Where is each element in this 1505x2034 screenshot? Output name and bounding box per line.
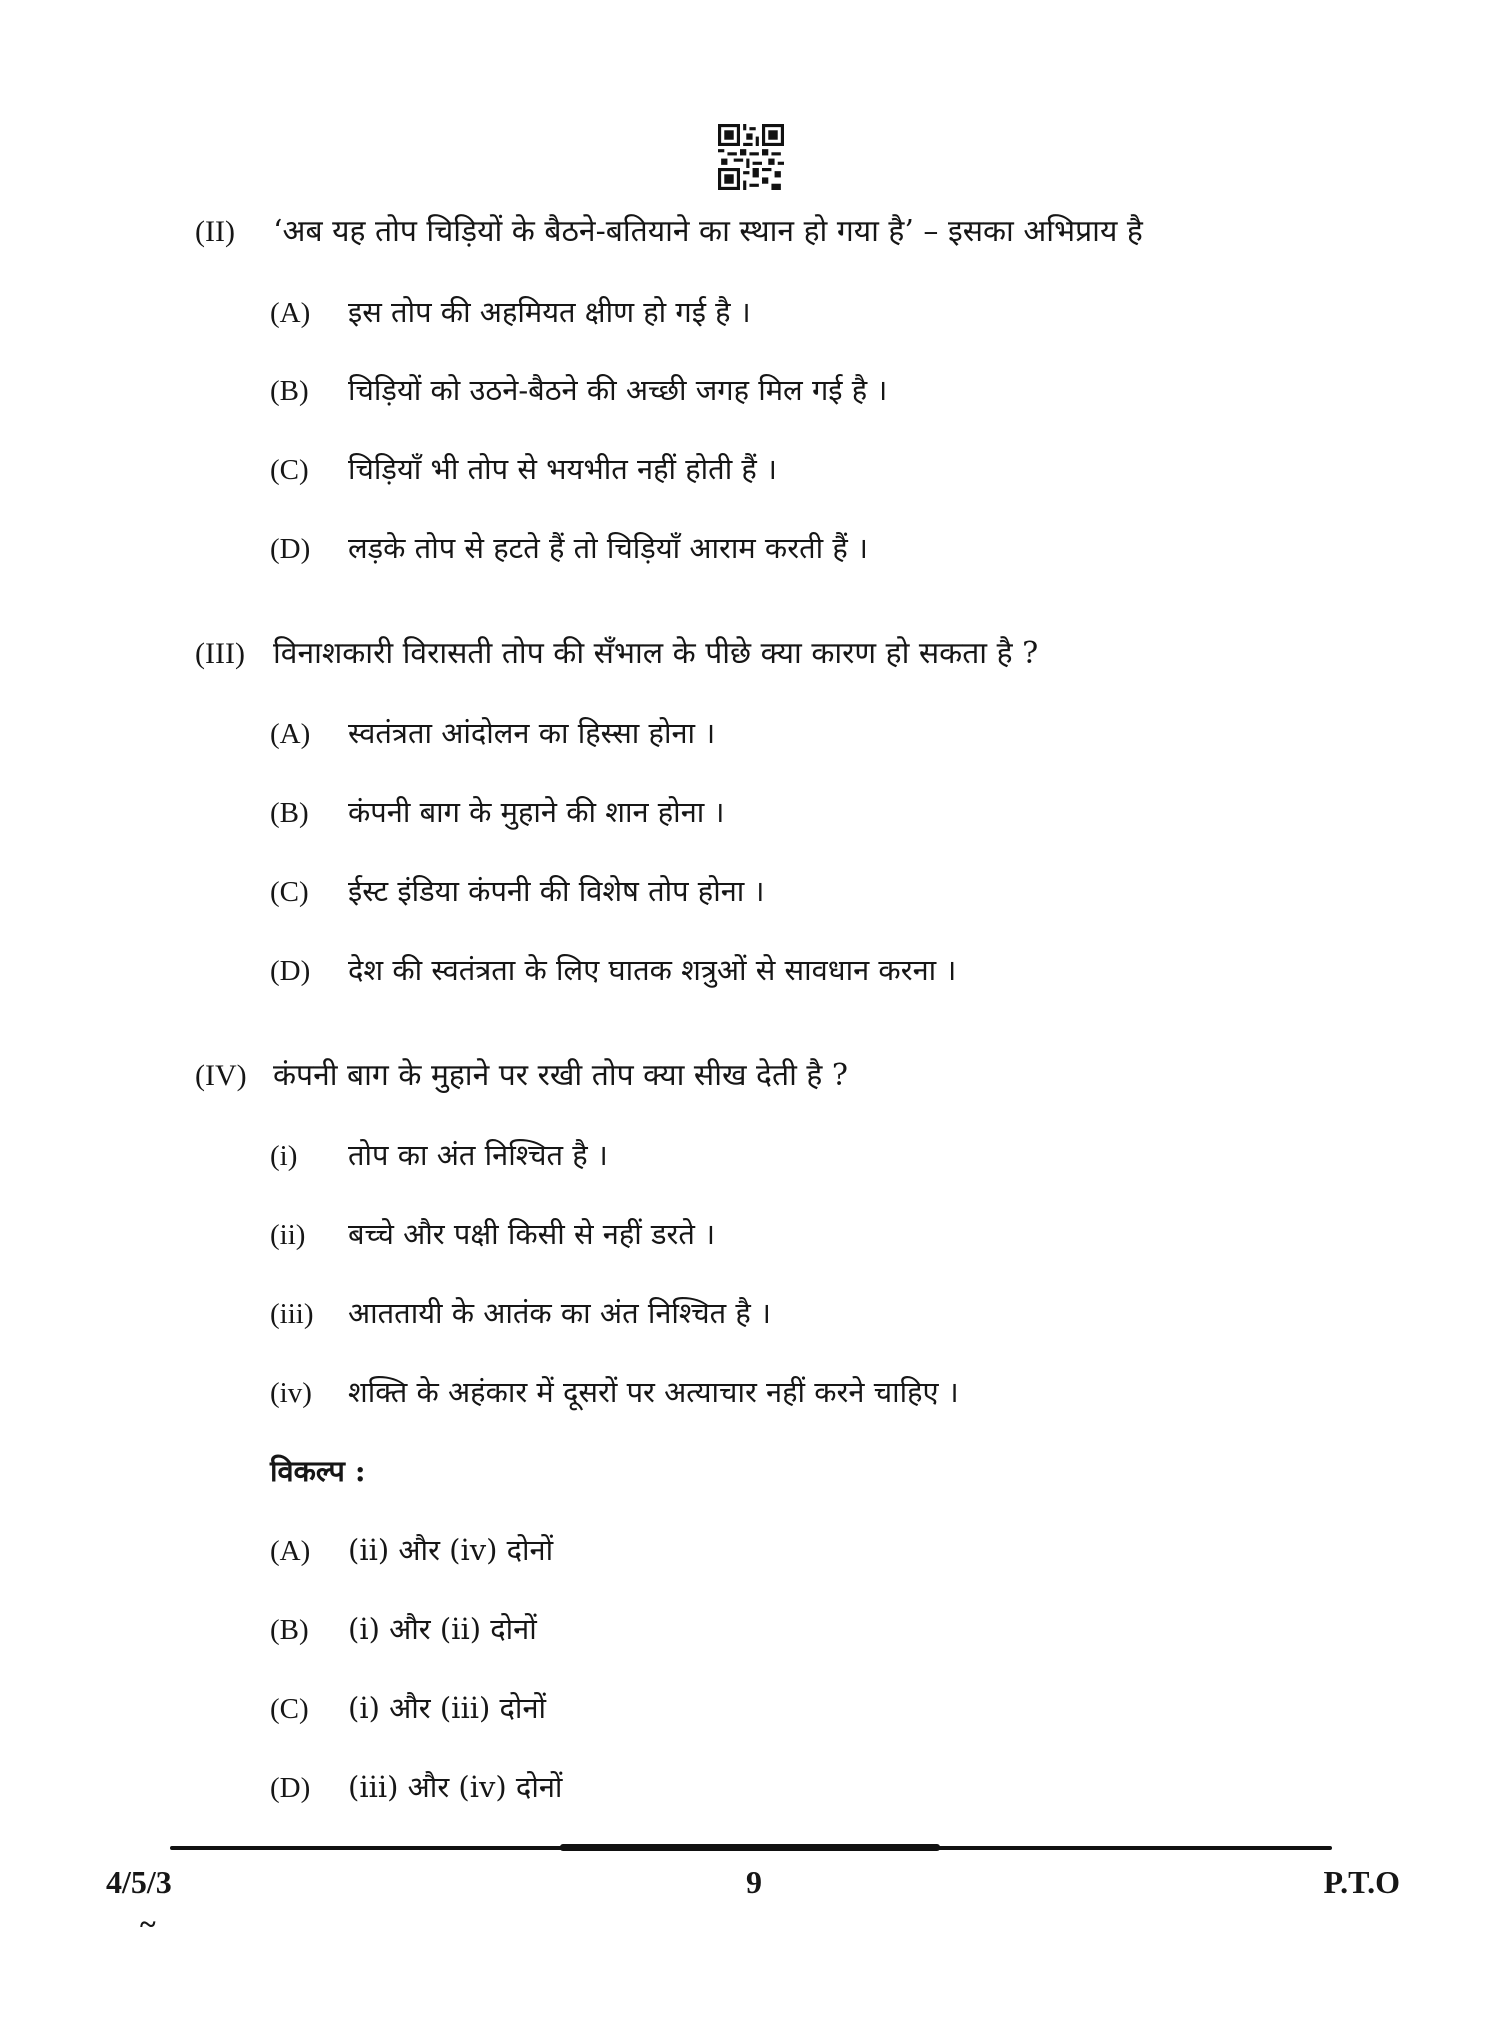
option-label: (B) xyxy=(270,1614,309,1646)
question-3 xyxy=(195,634,1038,674)
option-c[interactable] xyxy=(270,1688,546,1729)
option-label: (D) xyxy=(270,533,311,565)
question-text: विनाशकारी विरासती तोप की सँभाल के पीछे क्या कारण हो सकता है ? xyxy=(273,636,1039,671)
paper-code: 4/5/3 xyxy=(106,1864,172,1900)
statement-label: (iv) xyxy=(270,1377,312,1409)
option-label: (B) xyxy=(270,797,309,829)
question-number: (IV) xyxy=(195,1059,247,1092)
option-text: स्वतंत्रता आंदोलन का हिस्सा होना । xyxy=(348,716,716,750)
option-c[interactable] xyxy=(270,449,777,490)
option-label: (A) xyxy=(270,1535,311,1567)
option-label: (A) xyxy=(270,718,311,750)
option-label: (C) xyxy=(270,1693,309,1725)
option-d[interactable] xyxy=(270,950,956,991)
statement-text: बच्चे और पक्षी किसी से नहीं डरते । xyxy=(348,1217,716,1251)
option-b[interactable] xyxy=(270,370,887,411)
question-number: (II) xyxy=(195,215,235,248)
option-a[interactable] xyxy=(270,292,751,333)
statement-iv xyxy=(270,1372,959,1413)
statement-ii xyxy=(270,1214,715,1255)
statement-text: आततायी के आतंक का अंत निश्चित है । xyxy=(348,1296,772,1330)
option-text: ईस्ट इंडिया कंपनी की विशेष तोप होना । xyxy=(348,874,765,908)
option-text: (i) और (iii) दोनों xyxy=(348,1691,547,1725)
statement-i xyxy=(270,1135,608,1176)
option-text: चिड़ियों को उठने-बैठने की अच्छी जगह मिल गई है । xyxy=(348,373,888,407)
qr-code-icon xyxy=(718,124,784,190)
option-text: कंपनी बाग के मुहाने की शान होना । xyxy=(348,795,725,829)
statement-text: तोप का अंत निश्चित है । xyxy=(348,1138,608,1172)
option-text: इस तोप की अहमियत क्षीण हो गई है । xyxy=(348,295,751,329)
option-label: (C) xyxy=(270,876,309,908)
options-heading: विकल्प : xyxy=(270,1454,366,1488)
pto-label: P.T.O xyxy=(1323,1864,1400,1900)
option-text: चिड़ियाँ भी तोप से भयभीत नहीं होती हैं । xyxy=(348,452,778,486)
option-label: (A) xyxy=(270,297,311,329)
option-a[interactable] xyxy=(270,713,715,754)
question-2 xyxy=(195,212,1143,252)
option-b[interactable] xyxy=(270,1609,537,1650)
question-4 xyxy=(195,1056,848,1096)
option-c[interactable] xyxy=(270,871,765,912)
question-text: कंपनी बाग के मुहाने पर रखी तोप क्या सीख देती है ? xyxy=(273,1058,848,1093)
footer-mark: ~ xyxy=(140,1908,156,1941)
option-text: लड़के तोप से हटते हैं तो चिड़ियाँ आराम करती हैं । xyxy=(348,531,868,565)
option-label: (B) xyxy=(270,375,309,407)
option-text: (ii) और (iv) दोनों xyxy=(348,1533,554,1567)
page-number: 9 xyxy=(746,1864,762,1900)
option-text: (i) और (ii) दोनों xyxy=(348,1612,537,1646)
option-label: (D) xyxy=(270,955,311,987)
option-text: देश की स्वतंत्रता के लिए घातक शत्रुओं से सावधान करना । xyxy=(348,953,957,987)
option-label: (C) xyxy=(270,454,309,486)
option-d[interactable] xyxy=(270,528,868,569)
statement-label: (ii) xyxy=(270,1219,306,1251)
statement-text: शक्ति के अहंकार में दूसरों पर अत्याचार नहीं करने चाहिए । xyxy=(348,1375,959,1409)
option-b[interactable] xyxy=(270,792,725,833)
option-text: (iii) और (iv) दोनों xyxy=(348,1770,563,1804)
statement-label: (i) xyxy=(270,1140,298,1172)
statement-iii xyxy=(270,1293,771,1334)
option-label: (D) xyxy=(270,1772,311,1804)
option-d[interactable] xyxy=(270,1767,562,1808)
question-text: ‘अब यह तोप चिड़ियों के बैठने-बतियाने का स्थान हो गया है’ – इसका अभिप्राय है xyxy=(273,214,1143,249)
question-number: (III) xyxy=(195,637,245,670)
statement-label: (iii) xyxy=(270,1298,314,1330)
option-a[interactable] xyxy=(270,1530,553,1571)
footer-divider-bold xyxy=(560,1844,940,1851)
